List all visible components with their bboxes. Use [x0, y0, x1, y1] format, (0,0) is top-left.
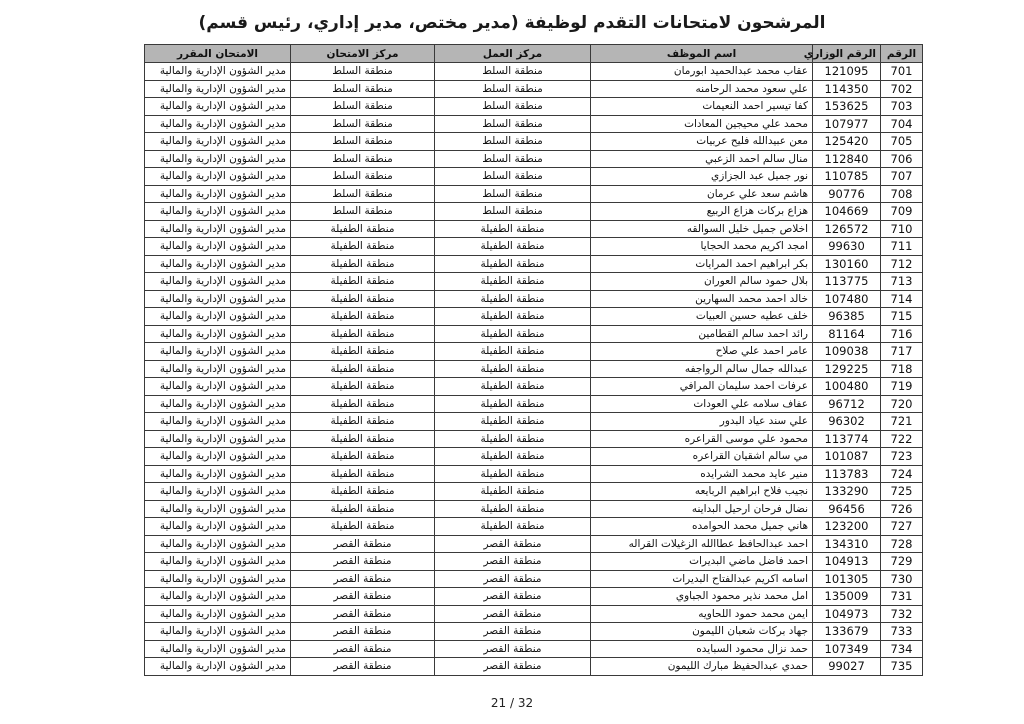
ministry-number-cell: 104973 — [813, 605, 881, 623]
employee-name-cell: امجد اكريم محمد الحجايا — [591, 238, 813, 256]
serial-cell: 724 — [881, 465, 923, 483]
serial-cell: 727 — [881, 518, 923, 536]
scheduled-exam-cell: مدير الشؤون الإدارية والمالية — [145, 150, 291, 168]
table-row — [145, 570, 923, 588]
table-row — [145, 448, 923, 466]
scheduled-exam-cell: مدير الشؤون الإدارية والمالية — [145, 518, 291, 536]
table-row — [145, 640, 923, 658]
work-center-cell: منطقة الطفيلة — [435, 448, 591, 466]
ministry-number-cell: 96712 — [813, 395, 881, 413]
work-center-cell: منطقة الطفيلة — [435, 273, 591, 291]
serial-cell: 720 — [881, 395, 923, 413]
serial-cell: 706 — [881, 150, 923, 168]
table-body — [145, 63, 923, 676]
employee-name-cell: محمد علي محيجين المعادات — [591, 115, 813, 133]
scheduled-exam-cell: مدير الشؤون الإدارية والمالية — [145, 605, 291, 623]
serial-cell: 729 — [881, 553, 923, 571]
employee-name-cell: هزاع بركات هزاع الربيع — [591, 203, 813, 221]
employee-name-cell: نضال فرحان ارحيل البداينه — [591, 500, 813, 518]
employee-name-cell: مي سالم اشقيان القراعره — [591, 448, 813, 466]
header-serial: الرقم — [881, 45, 923, 63]
work-center-cell: منطقة السلط — [435, 168, 591, 186]
employee-name-cell: احمد فاضل ماضي البديرات — [591, 553, 813, 571]
scheduled-exam-cell: مدير الشؤون الإدارية والمالية — [145, 308, 291, 326]
work-center-cell: منطقة القصر — [435, 588, 591, 606]
serial-cell: 710 — [881, 220, 923, 238]
ministry-number-cell: 112840 — [813, 150, 881, 168]
serial-cell: 728 — [881, 535, 923, 553]
serial-cell: 722 — [881, 430, 923, 448]
serial-cell: 704 — [881, 115, 923, 133]
scheduled-exam-cell: مدير الشؤون الإدارية والمالية — [145, 290, 291, 308]
table-row — [145, 343, 923, 361]
ministry-number-cell: 134310 — [813, 535, 881, 553]
work-center-cell: منطقة الطفيلة — [435, 430, 591, 448]
ministry-number-cell: 135009 — [813, 588, 881, 606]
scheduled-exam-cell: مدير الشؤون الإدارية والمالية — [145, 535, 291, 553]
exam-center-cell: منطقة الطفيلة — [291, 220, 435, 238]
work-center-cell: منطقة القصر — [435, 623, 591, 641]
exam-center-cell: منطقة الطفيلة — [291, 465, 435, 483]
exam-center-cell: منطقة الطفيلة — [291, 430, 435, 448]
ministry-number-cell: 90776 — [813, 185, 881, 203]
scheduled-exam-cell: مدير الشؤون الإدارية والمالية — [145, 500, 291, 518]
serial-cell: 721 — [881, 413, 923, 431]
work-center-cell: منطقة الطفيلة — [435, 220, 591, 238]
ministry-number-cell: 96456 — [813, 500, 881, 518]
serial-cell: 733 — [881, 623, 923, 641]
work-center-cell: منطقة السلط — [435, 80, 591, 98]
serial-cell: 708 — [881, 185, 923, 203]
exam-center-cell: منطقة السلط — [291, 98, 435, 116]
exam-center-cell: منطقة السلط — [291, 150, 435, 168]
table-row — [145, 80, 923, 98]
employee-name-cell: بكر ابراهيم احمد المرايات — [591, 255, 813, 273]
table-row — [145, 325, 923, 343]
exam-center-cell: منطقة القصر — [291, 553, 435, 571]
exam-center-cell: منطقة القصر — [291, 588, 435, 606]
exam-center-cell: منطقة الطفيلة — [291, 255, 435, 273]
exam-center-cell: منطقة القصر — [291, 605, 435, 623]
employee-name-cell: هاشم سعد علي عرمان — [591, 185, 813, 203]
scheduled-exam-cell: مدير الشؤون الإدارية والمالية — [145, 220, 291, 238]
work-center-cell: منطقة القصر — [435, 570, 591, 588]
header-employee-name: اسم الموظف — [591, 45, 813, 63]
scheduled-exam-cell: مدير الشؤون الإدارية والمالية — [145, 413, 291, 431]
table-row — [145, 588, 923, 606]
ministry-number-cell: 109038 — [813, 343, 881, 361]
table-row — [145, 185, 923, 203]
scheduled-exam-cell: مدير الشؤون الإدارية والمالية — [145, 255, 291, 273]
table-row — [145, 623, 923, 641]
table-row — [145, 63, 923, 81]
scheduled-exam-cell: مدير الشؤون الإدارية والمالية — [145, 640, 291, 658]
employee-name-cell: بلال حمود سالم العوران — [591, 273, 813, 291]
employee-name-cell: عفاف سلامه علي العودات — [591, 395, 813, 413]
header-ministry-number: الرقم الوزاري — [813, 45, 881, 63]
serial-cell: 718 — [881, 360, 923, 378]
exam-center-cell: منطقة الطفيلة — [291, 273, 435, 291]
serial-cell: 711 — [881, 238, 923, 256]
ministry-number-cell: 126572 — [813, 220, 881, 238]
work-center-cell: منطقة الطفيلة — [435, 500, 591, 518]
exam-center-cell: منطقة القصر — [291, 535, 435, 553]
table-row — [145, 553, 923, 571]
ministry-number-cell: 123200 — [813, 518, 881, 536]
scheduled-exam-cell: مدير الشؤون الإدارية والمالية — [145, 238, 291, 256]
work-center-cell: منطقة القصر — [435, 640, 591, 658]
employee-name-cell: معن عبيدالله فليح عربيات — [591, 133, 813, 151]
scheduled-exam-cell: مدير الشؤون الإدارية والمالية — [145, 395, 291, 413]
exam-center-cell: منطقة القصر — [291, 640, 435, 658]
employee-name-cell: منال سالم احمد الزعبي — [591, 150, 813, 168]
employee-name-cell: حمد نزال محمود السبايده — [591, 640, 813, 658]
header-scheduled-exam: الامتحان المقرر — [145, 45, 291, 63]
scheduled-exam-cell: مدير الشؤون الإدارية والمالية — [145, 448, 291, 466]
work-center-cell: منطقة السلط — [435, 133, 591, 151]
ministry-number-cell: 113775 — [813, 273, 881, 291]
work-center-cell: منطقة الطفيلة — [435, 238, 591, 256]
serial-cell: 712 — [881, 255, 923, 273]
work-center-cell: منطقة الطفيلة — [435, 465, 591, 483]
table-row — [145, 483, 923, 501]
work-center-cell: منطقة السلط — [435, 150, 591, 168]
serial-cell: 703 — [881, 98, 923, 116]
serial-cell: 716 — [881, 325, 923, 343]
exam-center-cell: منطقة القصر — [291, 570, 435, 588]
table-row — [145, 220, 923, 238]
serial-cell: 730 — [881, 570, 923, 588]
exam-center-cell: منطقة الطفيلة — [291, 238, 435, 256]
employee-name-cell: امل محمد نذير محمود الجباوي — [591, 588, 813, 606]
work-center-cell: منطقة القصر — [435, 605, 591, 623]
employee-name-cell: منير عايد محمد الشرايده — [591, 465, 813, 483]
exam-center-cell: منطقة السلط — [291, 203, 435, 221]
employee-name-cell: علي سند عياد البدور — [591, 413, 813, 431]
table-row — [145, 535, 923, 553]
exam-center-cell: منطقة الطفيلة — [291, 448, 435, 466]
table-row — [145, 308, 923, 326]
work-center-cell: منطقة الطفيلة — [435, 483, 591, 501]
serial-cell: 713 — [881, 273, 923, 291]
scheduled-exam-cell: مدير الشؤون الإدارية والمالية — [145, 185, 291, 203]
exam-center-cell: منطقة السلط — [291, 168, 435, 186]
scheduled-exam-cell: مدير الشؤون الإدارية والمالية — [145, 658, 291, 676]
employee-name-cell: نور جميل عبد الجزازي — [591, 168, 813, 186]
scheduled-exam-cell: مدير الشؤون الإدارية والمالية — [145, 430, 291, 448]
work-center-cell: منطقة السلط — [435, 63, 591, 81]
ministry-number-cell: 121095 — [813, 63, 881, 81]
employee-name-cell: رائد احمد سالم القطامين — [591, 325, 813, 343]
employee-name-cell: كفا تيسير احمد النعيمات — [591, 98, 813, 116]
table-row — [145, 378, 923, 396]
serial-cell: 726 — [881, 500, 923, 518]
scheduled-exam-cell: مدير الشؤون الإدارية والمالية — [145, 325, 291, 343]
table-row — [145, 133, 923, 151]
scheduled-exam-cell: مدير الشؤون الإدارية والمالية — [145, 483, 291, 501]
exam-center-cell: منطقة السلط — [291, 115, 435, 133]
serial-cell: 723 — [881, 448, 923, 466]
ministry-number-cell: 104669 — [813, 203, 881, 221]
exam-center-cell: منطقة السلط — [291, 80, 435, 98]
ministry-number-cell: 125420 — [813, 133, 881, 151]
employee-name-cell: عبدالله جمال سالم الرواجفه — [591, 360, 813, 378]
work-center-cell: منطقة الطفيلة — [435, 343, 591, 361]
scheduled-exam-cell: مدير الشؤون الإدارية والمالية — [145, 570, 291, 588]
scheduled-exam-cell: مدير الشؤون الإدارية والمالية — [145, 63, 291, 81]
ministry-number-cell: 133290 — [813, 483, 881, 501]
candidates-table — [144, 44, 923, 676]
serial-cell: 702 — [881, 80, 923, 98]
page-number: 21 / 32 — [490, 696, 534, 710]
ministry-number-cell: 104913 — [813, 553, 881, 571]
serial-cell: 717 — [881, 343, 923, 361]
work-center-cell: منطقة السلط — [435, 98, 591, 116]
exam-center-cell: منطقة الطفيلة — [291, 378, 435, 396]
employee-name-cell: اسامه اكريم عبدالفتاح البديرات — [591, 570, 813, 588]
employee-name-cell: حمدي عبدالحفيظ مبارك الليمون — [591, 658, 813, 676]
table-row — [145, 238, 923, 256]
table-row — [145, 605, 923, 623]
page-title: المرشحون لامتحانات التقدم لوظيفة (مدير مختص، مدير إداري، رئيس قسم) — [198, 13, 826, 33]
work-center-cell: منطقة السلط — [435, 115, 591, 133]
table-row — [145, 273, 923, 291]
ministry-number-cell: 133679 — [813, 623, 881, 641]
work-center-cell: منطقة الطفيلة — [435, 518, 591, 536]
serial-cell: 734 — [881, 640, 923, 658]
table-row — [145, 150, 923, 168]
employee-name-cell: هاني جميل محمد الحوامده — [591, 518, 813, 536]
serial-cell: 714 — [881, 290, 923, 308]
scheduled-exam-cell: مدير الشؤون الإدارية والمالية — [145, 273, 291, 291]
ministry-number-cell: 107480 — [813, 290, 881, 308]
serial-cell: 707 — [881, 168, 923, 186]
ministry-number-cell: 101087 — [813, 448, 881, 466]
serial-cell: 719 — [881, 378, 923, 396]
work-center-cell: منطقة الطفيلة — [435, 395, 591, 413]
work-center-cell: منطقة الطفيلة — [435, 413, 591, 431]
table-row — [145, 430, 923, 448]
table-row — [145, 360, 923, 378]
table-row — [145, 115, 923, 133]
work-center-cell: منطقة الطفيلة — [435, 308, 591, 326]
scheduled-exam-cell: مدير الشؤون الإدارية والمالية — [145, 168, 291, 186]
scheduled-exam-cell: مدير الشؤون الإدارية والمالية — [145, 360, 291, 378]
serial-cell: 731 — [881, 588, 923, 606]
exam-center-cell: منطقة السلط — [291, 63, 435, 81]
table-header-row — [145, 45, 923, 63]
table-row — [145, 255, 923, 273]
ministry-number-cell: 113774 — [813, 430, 881, 448]
table-row — [145, 98, 923, 116]
employee-name-cell: احمد عبدالحافظ عطاالله الزغيلات القراله — [591, 535, 813, 553]
table-row — [145, 500, 923, 518]
table-row — [145, 465, 923, 483]
serial-cell: 715 — [881, 308, 923, 326]
serial-cell: 705 — [881, 133, 923, 151]
serial-cell: 735 — [881, 658, 923, 676]
ministry-number-cell: 101305 — [813, 570, 881, 588]
exam-center-cell: منطقة الطفيلة — [291, 518, 435, 536]
ministry-number-cell: 130160 — [813, 255, 881, 273]
exam-center-cell: منطقة الطفيلة — [291, 343, 435, 361]
exam-center-cell: منطقة القصر — [291, 658, 435, 676]
exam-center-cell: منطقة السلط — [291, 185, 435, 203]
work-center-cell: منطقة السلط — [435, 203, 591, 221]
employee-name-cell: عامر احمد علي صلاح — [591, 343, 813, 361]
employee-name-cell: عرفات احمد سليمان المرافي — [591, 378, 813, 396]
work-center-cell: منطقة الطفيلة — [435, 290, 591, 308]
work-center-cell: منطقة الطفيلة — [435, 378, 591, 396]
serial-cell: 732 — [881, 605, 923, 623]
scheduled-exam-cell: مدير الشؤون الإدارية والمالية — [145, 588, 291, 606]
table-row — [145, 395, 923, 413]
work-center-cell: منطقة القصر — [435, 658, 591, 676]
employee-name-cell: علي سعود محمد الرحامنه — [591, 80, 813, 98]
candidates-table-container — [144, 44, 922, 676]
employee-name-cell: جهاد بركات شعبان الليمون — [591, 623, 813, 641]
ministry-number-cell: 114350 — [813, 80, 881, 98]
work-center-cell: منطقة الطفيلة — [435, 255, 591, 273]
work-center-cell: منطقة الطفيلة — [435, 360, 591, 378]
exam-center-cell: منطقة الطفيلة — [291, 325, 435, 343]
scheduled-exam-cell: مدير الشؤون الإدارية والمالية — [145, 378, 291, 396]
exam-center-cell: منطقة الطفيلة — [291, 308, 435, 326]
employee-name-cell: اخلاص جميل خليل السوالقه — [591, 220, 813, 238]
scheduled-exam-cell: مدير الشؤون الإدارية والمالية — [145, 115, 291, 133]
employee-name-cell: محمود علي موسى القراعره — [591, 430, 813, 448]
ministry-number-cell: 81164 — [813, 325, 881, 343]
scheduled-exam-cell: مدير الشؤون الإدارية والمالية — [145, 553, 291, 571]
ministry-number-cell: 107977 — [813, 115, 881, 133]
table-row — [145, 518, 923, 536]
header-exam-center: مركز الامتحان — [291, 45, 435, 63]
table-row — [145, 168, 923, 186]
serial-cell: 709 — [881, 203, 923, 221]
exam-center-cell: منطقة الطفيلة — [291, 360, 435, 378]
exam-center-cell: منطقة الطفيلة — [291, 395, 435, 413]
serial-cell: 701 — [881, 63, 923, 81]
ministry-number-cell: 96385 — [813, 308, 881, 326]
ministry-number-cell: 99630 — [813, 238, 881, 256]
scheduled-exam-cell: مدير الشؤون الإدارية والمالية — [145, 465, 291, 483]
ministry-number-cell: 110785 — [813, 168, 881, 186]
scheduled-exam-cell: مدير الشؤون الإدارية والمالية — [145, 203, 291, 221]
scheduled-exam-cell: مدير الشؤون الإدارية والمالية — [145, 623, 291, 641]
exam-center-cell: منطقة الطفيلة — [291, 500, 435, 518]
table-row — [145, 290, 923, 308]
exam-center-cell: منطقة القصر — [291, 623, 435, 641]
table-row — [145, 203, 923, 221]
work-center-cell: منطقة الطفيلة — [435, 325, 591, 343]
exam-center-cell: منطقة الطفيلة — [291, 413, 435, 431]
employee-name-cell: ايمن محمد حمود اللحاويه — [591, 605, 813, 623]
ministry-number-cell: 99027 — [813, 658, 881, 676]
exam-center-cell: منطقة الطفيلة — [291, 290, 435, 308]
exam-center-cell: منطقة السلط — [291, 133, 435, 151]
ministry-number-cell: 153625 — [813, 98, 881, 116]
exam-center-cell: منطقة الطفيلة — [291, 483, 435, 501]
employee-name-cell: خالد احمد محمد السهارين — [591, 290, 813, 308]
scheduled-exam-cell: مدير الشؤون الإدارية والمالية — [145, 133, 291, 151]
work-center-cell: منطقة القصر — [435, 535, 591, 553]
ministry-number-cell: 113783 — [813, 465, 881, 483]
work-center-cell: منطقة القصر — [435, 553, 591, 571]
table-row — [145, 658, 923, 676]
ministry-number-cell: 129225 — [813, 360, 881, 378]
scheduled-exam-cell: مدير الشؤون الإدارية والمالية — [145, 80, 291, 98]
scheduled-exam-cell: مدير الشؤون الإدارية والمالية — [145, 343, 291, 361]
ministry-number-cell: 100480 — [813, 378, 881, 396]
serial-cell: 725 — [881, 483, 923, 501]
employee-name-cell: نجيب فلاح ابراهيم الربايعه — [591, 483, 813, 501]
scheduled-exam-cell: مدير الشؤون الإدارية والمالية — [145, 98, 291, 116]
ministry-number-cell: 107349 — [813, 640, 881, 658]
employee-name-cell: عقاب محمد عبدالحميد ابورمان — [591, 63, 813, 81]
work-center-cell: منطقة السلط — [435, 185, 591, 203]
header-work-center: مركز العمل — [435, 45, 591, 63]
employee-name-cell: خلف عطيه حسين العبيات — [591, 308, 813, 326]
ministry-number-cell: 96302 — [813, 413, 881, 431]
table-row — [145, 413, 923, 431]
